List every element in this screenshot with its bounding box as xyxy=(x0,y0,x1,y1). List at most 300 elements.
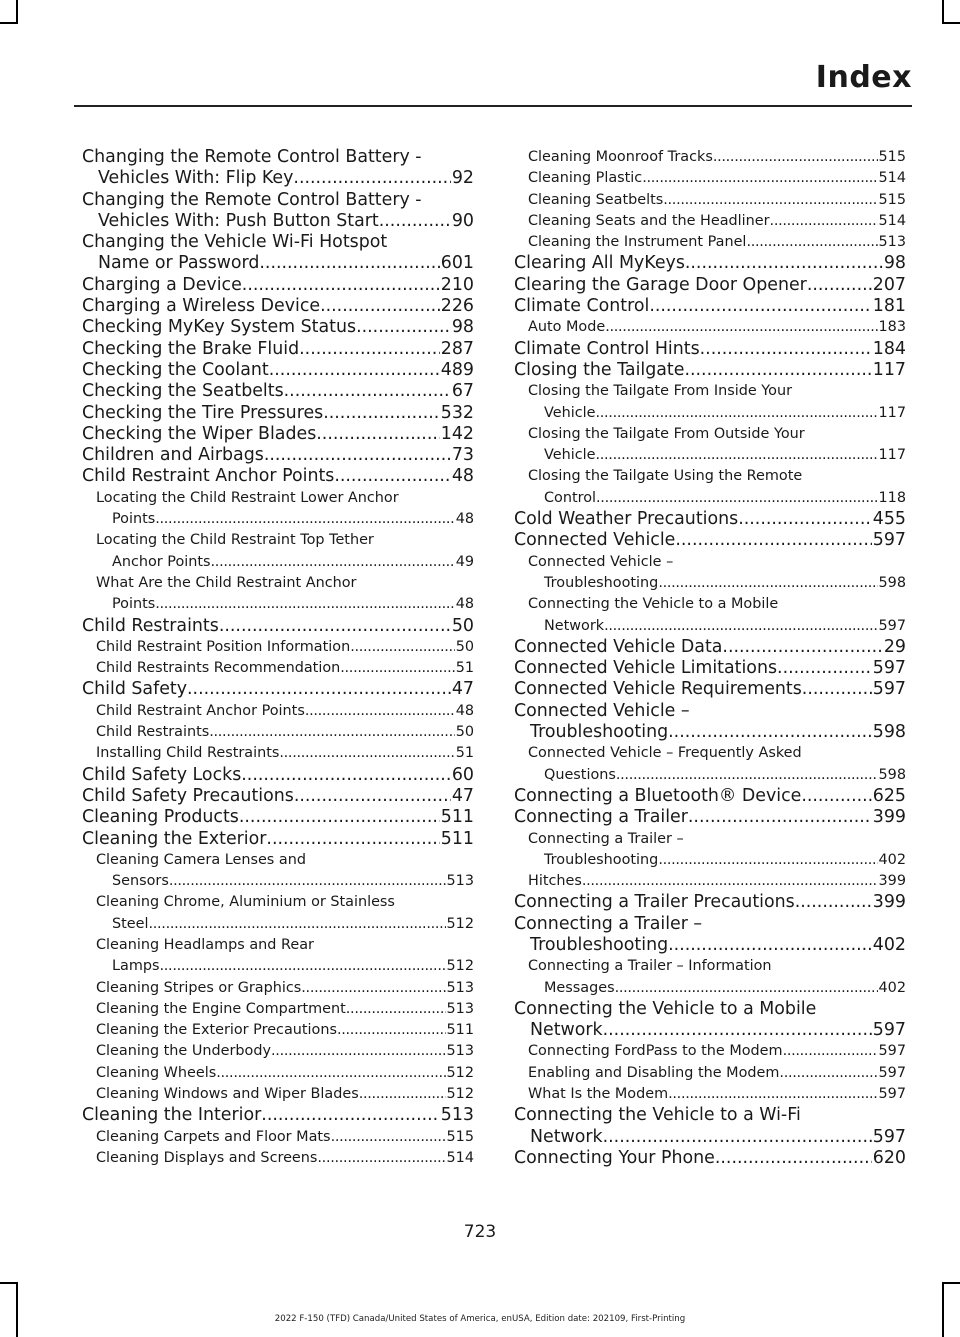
entry-page-number: 51 xyxy=(455,660,474,677)
dot-leader xyxy=(684,360,871,381)
index-subentry xyxy=(82,850,474,893)
entry-text: Troubleshooting xyxy=(530,934,669,955)
entry-text: Locating the Child Restraint Top Tether xyxy=(96,532,374,549)
page-title: Index xyxy=(815,60,912,95)
index-column-right xyxy=(514,147,906,1169)
entry-page-number: 48 xyxy=(455,702,474,719)
index-subentry xyxy=(514,956,906,999)
index-entry xyxy=(514,1105,906,1148)
entry-text: Connecting the Vehicle to a Mobile xyxy=(528,596,779,613)
index-subentry xyxy=(514,1041,906,1062)
index-subentry xyxy=(514,594,906,637)
entry-page-number: 598 xyxy=(878,574,906,591)
index-subentry xyxy=(82,701,474,722)
entry-text: Connecting a Trailer – xyxy=(528,830,684,847)
entry-page-number: 50 xyxy=(451,615,474,636)
dot-leader xyxy=(795,892,872,913)
entry-text: Child Safety xyxy=(82,679,188,700)
entry-text: Changing the Vehicle Wi-Fi Hotspot xyxy=(82,232,388,253)
entry-page-number: 511 xyxy=(446,1022,474,1039)
header-divider xyxy=(74,105,912,107)
index-subentry xyxy=(514,424,906,467)
index-subentry xyxy=(82,999,474,1020)
dot-leader xyxy=(294,786,451,807)
dot-leader xyxy=(713,147,878,168)
dot-leader xyxy=(155,594,454,615)
dot-leader xyxy=(807,275,872,296)
dot-leader xyxy=(340,658,454,679)
entry-text: Cleaning the Underbody xyxy=(96,1043,272,1060)
index-subentry xyxy=(82,637,474,658)
dot-leader xyxy=(603,1127,872,1148)
entry-page-number: 597 xyxy=(872,1126,906,1147)
entry-text: Enabling and Disabling the Modem xyxy=(528,1064,780,1081)
entry-page-number: 183 xyxy=(878,319,906,336)
entry-page-number: 514 xyxy=(878,212,906,229)
dot-leader xyxy=(615,978,878,999)
entry-page-number: 513 xyxy=(446,1000,474,1017)
entry-text: Connecting FordPass to the Modem xyxy=(528,1043,783,1060)
dot-leader xyxy=(675,530,871,551)
dot-leader xyxy=(663,190,877,211)
entry-page-number: 598 xyxy=(878,766,906,783)
index-entry xyxy=(82,616,474,637)
index-entry xyxy=(82,466,474,487)
entry-page-number: 50 xyxy=(455,724,474,741)
entry-page-number: 399 xyxy=(878,873,906,890)
dot-leader xyxy=(331,1127,446,1148)
entry-text: Points xyxy=(112,596,156,613)
index-subentry xyxy=(514,829,906,872)
dot-leader xyxy=(259,253,439,274)
entry-page-number: 515 xyxy=(878,191,906,208)
index-entry xyxy=(82,317,474,338)
entry-text: Cleaning Seatbelts xyxy=(528,191,664,208)
dot-leader xyxy=(305,701,455,722)
entry-text: Connected Vehicle xyxy=(514,530,676,551)
index-subentry xyxy=(514,466,906,509)
entry-text: Steel xyxy=(112,915,149,932)
entry-text: Connected Vehicle – xyxy=(514,700,690,721)
entry-text: What Is the Modem xyxy=(528,1086,669,1103)
entry-page-number: 184 xyxy=(872,338,906,359)
dot-leader xyxy=(770,211,878,232)
dot-leader xyxy=(685,253,883,274)
index-subentry xyxy=(514,168,906,189)
dot-leader xyxy=(595,403,877,424)
index-entry xyxy=(82,296,474,317)
index-entry xyxy=(514,892,906,913)
dot-leader xyxy=(279,743,454,764)
index-subentry xyxy=(514,147,906,168)
index-subentry xyxy=(514,211,906,232)
entry-page-number: 117 xyxy=(878,447,906,464)
entry-text: Cleaning the Instrument Panel xyxy=(528,234,747,251)
entry-text: Connected Vehicle Requirements xyxy=(514,679,802,700)
index-entry xyxy=(514,786,906,807)
entry-text: Climate Control xyxy=(514,296,650,317)
dot-leader xyxy=(596,488,878,509)
dot-leader xyxy=(264,445,451,466)
dot-leader xyxy=(323,403,440,424)
dot-leader xyxy=(239,807,440,828)
index-entry xyxy=(514,999,906,1042)
dot-leader xyxy=(777,658,872,679)
entry-text: Child Restraints xyxy=(96,724,210,741)
entry-page-number: 597 xyxy=(878,617,906,634)
index-subentry xyxy=(82,978,474,999)
dot-leader xyxy=(379,211,451,232)
entry-text: Cleaning Moonroof Tracks xyxy=(528,149,713,165)
index-entry xyxy=(82,424,474,445)
entry-text: Connecting a Trailer Precautions xyxy=(514,892,795,913)
entry-page-number: 513 xyxy=(878,234,906,251)
entry-page-number: 514 xyxy=(446,1149,474,1166)
dot-leader xyxy=(722,637,882,658)
entry-page-number: 512 xyxy=(446,1086,474,1103)
index-entry xyxy=(514,1148,906,1169)
dot-leader xyxy=(658,850,877,871)
index-entry xyxy=(514,637,906,658)
index-entry xyxy=(82,232,474,275)
index-entry xyxy=(82,829,474,850)
dot-leader xyxy=(359,1084,446,1105)
entry-text: Cleaning Stripes or Graphics xyxy=(96,979,302,996)
entry-text: Vehicle xyxy=(544,447,596,464)
entry-text: Child Restraint Anchor Points xyxy=(82,466,335,487)
entry-page-number: 514 xyxy=(878,170,906,187)
entry-page-number: 532 xyxy=(440,402,474,423)
entry-page-number: 98 xyxy=(883,253,906,274)
dot-leader xyxy=(802,679,872,700)
entry-text: Child Restraint Anchor Points xyxy=(96,702,305,719)
entry-page-number: 597 xyxy=(872,658,906,679)
entry-text: Cleaning Displays and Screens xyxy=(96,1149,318,1166)
index-entry xyxy=(82,679,474,700)
entry-page-number: 181 xyxy=(872,296,906,317)
entry-text: Troubleshooting xyxy=(544,574,659,591)
crop-mark xyxy=(0,22,18,24)
index-entry xyxy=(514,360,906,381)
entry-text: Connecting Your Phone xyxy=(514,1147,715,1168)
entry-page-number: 60 xyxy=(451,764,474,785)
entry-text: Child Safety Locks xyxy=(82,764,242,785)
entry-text: Name or Password xyxy=(98,253,260,274)
index-subentry xyxy=(82,743,474,764)
index-entry xyxy=(514,530,906,551)
entry-page-number: 73 xyxy=(451,445,474,466)
index-entry xyxy=(82,403,474,424)
entry-text: Troubleshooting xyxy=(530,722,669,743)
entry-page-number: 118 xyxy=(878,489,906,506)
entry-text: Checking the Tire Pressures xyxy=(82,402,324,423)
entry-text: Connected Vehicle – xyxy=(528,553,674,570)
entry-page-number: 402 xyxy=(878,851,906,868)
entry-page-number: 399 xyxy=(872,807,906,828)
footer-edition-info: 2022 F-150 (TFD) Canada/United States of America, enUSA, Edition date: 202109, First-Printing xyxy=(274,1314,686,1324)
index-entry xyxy=(514,296,906,317)
entry-text: Cold Weather Precautions xyxy=(514,509,739,530)
entry-text: Charging a Wireless Device xyxy=(82,296,321,317)
entry-text: Charging a Device xyxy=(82,274,242,295)
index-subentry xyxy=(514,552,906,595)
dot-leader xyxy=(261,1105,440,1126)
dot-leader xyxy=(715,1148,872,1169)
index-entry xyxy=(514,914,906,957)
dot-leader xyxy=(301,978,445,999)
entry-page-number: 117 xyxy=(878,404,906,421)
entry-page-number: 625 xyxy=(872,785,906,806)
entry-text: Network xyxy=(544,617,605,634)
dot-leader xyxy=(266,829,439,850)
index-subentry xyxy=(514,743,906,786)
entry-page-number: 90 xyxy=(451,210,474,231)
entry-text: Clearing the Garage Door Opener xyxy=(514,274,807,295)
index-subentry xyxy=(82,892,474,935)
entry-page-number: 29 xyxy=(883,636,906,657)
entry-text: Changing the Remote Control Battery - xyxy=(82,147,422,167)
index-subentry xyxy=(514,871,906,892)
index-entry xyxy=(82,807,474,828)
page-number: 723 xyxy=(463,1222,497,1242)
crop-mark xyxy=(942,0,944,24)
entry-page-number: 48 xyxy=(455,596,474,613)
dot-leader xyxy=(350,637,454,658)
entry-text: Checking the Seatbelts xyxy=(82,381,284,402)
entry-text: Checking the Coolant xyxy=(82,359,269,380)
dot-leader xyxy=(738,509,872,530)
dot-leader xyxy=(603,1020,872,1041)
entry-text: Vehicles With: Flip Key xyxy=(98,168,294,189)
entry-page-number: 597 xyxy=(872,1020,906,1041)
index-entry xyxy=(514,701,906,744)
entry-text: Anchor Points xyxy=(112,553,211,570)
index-subentry xyxy=(514,1063,906,1084)
entry-page-number: 50 xyxy=(455,638,474,655)
entry-page-number: 226 xyxy=(440,296,474,317)
dot-leader xyxy=(688,807,872,828)
dot-leader xyxy=(604,616,877,637)
entry-page-number: 515 xyxy=(878,149,906,165)
dot-leader xyxy=(242,275,440,296)
dot-leader xyxy=(746,232,877,253)
entry-text: Vehicles With: Push Button Start xyxy=(98,210,379,231)
index-subentry xyxy=(82,1020,474,1041)
entry-text: Closing the Tailgate Using the Remote xyxy=(528,468,803,485)
entry-text: Child Safety Precautions xyxy=(82,785,294,806)
entry-page-number: 597 xyxy=(872,530,906,551)
entry-page-number: 142 xyxy=(440,423,474,444)
dot-leader xyxy=(337,1020,446,1041)
entry-text: Connected Vehicle Data xyxy=(514,636,723,657)
entry-page-number: 513 xyxy=(446,873,474,890)
dot-leader xyxy=(801,786,871,807)
index-column-left xyxy=(82,147,474,1169)
dot-leader xyxy=(317,1148,445,1169)
entry-text: Children and Airbags xyxy=(82,445,264,466)
dot-leader xyxy=(160,956,446,977)
index-entry xyxy=(82,190,474,233)
entry-page-number: 598 xyxy=(872,722,906,743)
entry-text: Locating the Child Restraint Lower Anchor xyxy=(96,489,399,506)
entry-text: Cleaning Plastic xyxy=(528,170,643,187)
entry-page-number: 513 xyxy=(446,1043,474,1060)
index-subentry xyxy=(82,935,474,978)
entry-page-number: 402 xyxy=(872,934,906,955)
entry-text: Connecting a Trailer – xyxy=(514,913,703,934)
dot-leader xyxy=(783,1041,878,1062)
dot-leader xyxy=(271,1041,446,1062)
dot-leader xyxy=(293,168,450,189)
entry-page-number: 117 xyxy=(872,359,906,380)
entry-text: Cleaning Windows and Wiper Blades xyxy=(96,1086,359,1103)
entry-page-number: 51 xyxy=(455,745,474,762)
dot-leader xyxy=(284,381,451,402)
entry-page-number: 513 xyxy=(446,979,474,996)
entry-page-number: 597 xyxy=(878,1086,906,1103)
entry-page-number: 49 xyxy=(455,553,474,570)
dot-leader xyxy=(269,360,440,381)
entry-text: Installing Child Restraints xyxy=(96,745,280,762)
entry-text: Control xyxy=(544,489,597,506)
dot-leader xyxy=(169,871,446,892)
index-entry xyxy=(82,1105,474,1126)
entry-page-number: 210 xyxy=(440,274,474,295)
entry-text: Closing the Tailgate From Outside Your xyxy=(528,425,805,442)
index-entry xyxy=(82,445,474,466)
entry-text: Checking MyKey System Status xyxy=(82,317,357,338)
dot-leader xyxy=(216,1063,445,1084)
index-subentry xyxy=(82,722,474,743)
entry-text: Cleaning Chrome, Aluminium or Stainless xyxy=(96,894,395,911)
index-entry xyxy=(514,253,906,274)
entry-page-number: 512 xyxy=(446,958,474,975)
entry-page-number: 207 xyxy=(872,274,906,295)
crop-mark xyxy=(942,1282,944,1337)
entry-text: Child Restraint Position Information xyxy=(96,638,351,655)
dot-leader xyxy=(616,765,878,786)
entry-text: Troubleshooting xyxy=(544,851,659,868)
dot-leader xyxy=(241,765,451,786)
entry-page-number: 511 xyxy=(440,807,474,828)
dot-leader xyxy=(148,914,445,935)
entry-page-number: 48 xyxy=(451,466,474,487)
index-entry xyxy=(82,147,474,190)
dot-leader xyxy=(668,935,872,956)
entry-text: Network xyxy=(530,1020,603,1041)
entry-page-number: 597 xyxy=(878,1043,906,1060)
entry-page-number: 620 xyxy=(872,1147,906,1168)
dot-leader xyxy=(642,168,877,189)
index-subentry xyxy=(82,530,474,573)
entry-page-number: 511 xyxy=(440,828,474,849)
index-entry xyxy=(514,275,906,296)
dot-leader xyxy=(334,466,451,487)
index-subentry xyxy=(82,1041,474,1062)
dot-leader xyxy=(356,317,451,338)
entry-page-number: 597 xyxy=(872,679,906,700)
entry-text: Closing the Tailgate From Inside Your xyxy=(528,383,792,400)
entry-page-number: 67 xyxy=(451,381,474,402)
entry-text: Child Restraints xyxy=(82,615,219,636)
entry-text: Messages xyxy=(544,979,615,996)
entry-text: Connecting a Trailer – Information xyxy=(528,958,772,975)
entry-page-number: 512 xyxy=(446,1064,474,1081)
crop-mark xyxy=(16,0,18,24)
entry-text: Clearing All MyKeys xyxy=(514,253,685,274)
index-subentry xyxy=(514,1084,906,1105)
dot-leader xyxy=(346,999,446,1020)
entry-text: Lamps xyxy=(112,958,160,975)
entry-text: Cleaning the Interior xyxy=(82,1105,262,1126)
entry-page-number: 597 xyxy=(878,1064,906,1081)
entry-text: Connecting the Vehicle to a Mobile xyxy=(514,998,817,1019)
entry-page-number: 47 xyxy=(451,679,474,700)
entry-text: Cleaning Camera Lenses and xyxy=(96,851,306,868)
dot-leader xyxy=(668,1084,877,1105)
index-subentry xyxy=(82,1127,474,1148)
index-entry xyxy=(514,509,906,530)
entry-text: Cleaning Wheels xyxy=(96,1064,217,1081)
entry-text: Cleaning the Exterior Precautions xyxy=(96,1022,337,1039)
entry-text: Sensors xyxy=(112,873,169,890)
entry-page-number: 515 xyxy=(446,1128,474,1145)
entry-text: Hitches xyxy=(528,873,582,890)
entry-text: Connected Vehicle Limitations xyxy=(514,658,778,679)
entry-text: Connecting a Trailer xyxy=(514,807,688,828)
entry-text: Points xyxy=(112,511,156,528)
entry-text: Cleaning the Exterior xyxy=(82,828,267,849)
dot-leader xyxy=(320,296,440,317)
index-entry xyxy=(82,275,474,296)
entry-page-number: 92 xyxy=(451,168,474,189)
entry-text: Cleaning Products xyxy=(82,807,239,828)
entry-text: Checking the Wiper Blades xyxy=(82,423,317,444)
index-entry xyxy=(82,381,474,402)
dot-leader xyxy=(219,616,451,637)
index-entry xyxy=(514,658,906,679)
dot-leader xyxy=(668,722,872,743)
entry-page-number: 489 xyxy=(440,359,474,380)
entry-text: Child Restraints Recommendation xyxy=(96,660,341,677)
entry-page-number: 47 xyxy=(451,785,474,806)
entry-text: Auto Mode xyxy=(528,319,606,336)
index-entry xyxy=(514,679,906,700)
entry-text: Climate Control Hints xyxy=(514,338,700,359)
entry-page-number: 402 xyxy=(878,979,906,996)
entry-text: Checking the Brake Fluid xyxy=(82,338,300,359)
index-subentry xyxy=(82,1084,474,1105)
dot-leader xyxy=(316,424,440,445)
index-entry xyxy=(82,786,474,807)
entry-page-number: 98 xyxy=(451,317,474,338)
index-subentry xyxy=(514,381,906,424)
index-subentry xyxy=(82,488,474,531)
dot-leader xyxy=(299,339,440,360)
entry-text: Network xyxy=(530,1126,603,1147)
index-entry xyxy=(514,807,906,828)
entry-text: Closing the Tailgate xyxy=(514,359,685,380)
crop-mark xyxy=(942,22,960,24)
crop-mark xyxy=(942,1282,960,1284)
dot-leader xyxy=(779,1063,877,1084)
index-subentry xyxy=(82,1063,474,1084)
dot-leader xyxy=(187,679,451,700)
crop-mark xyxy=(16,1282,18,1337)
entry-page-number: 48 xyxy=(455,511,474,528)
dot-leader xyxy=(595,445,877,466)
entry-page-number: 455 xyxy=(872,509,906,530)
